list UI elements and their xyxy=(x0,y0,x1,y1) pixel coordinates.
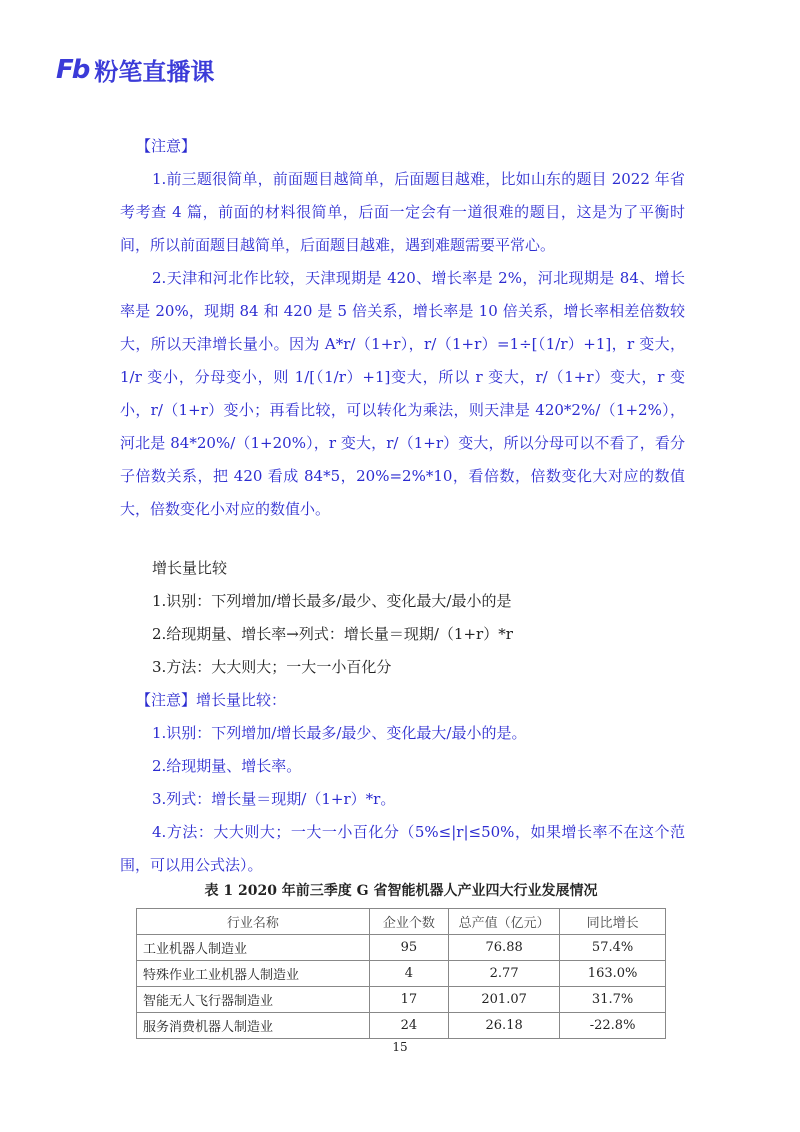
section-item-3: 3.方法：大大则大；一大一小百化分 xyxy=(152,658,392,676)
cell-count: 17 xyxy=(369,987,448,1013)
notice2-item-1: 1.识别：下列增加/增长最多/最少、变化最大/最小的是。 xyxy=(152,724,527,742)
header-count: 企业个数 xyxy=(369,909,448,935)
data-table-section xyxy=(136,880,666,1039)
notice-paragraph-2: 2.天津和河北作比较，天津现期是 420、增长率是 2%，河北现期是 84、增长率是 20%，现期 84 和 420 是 5 倍关系，增长率是 10 倍关系，增长率相差倍数较大，所以天津增长量小。因为 A*r/（1+r），r/（1+r）=1÷[（1/r）+1]，r 变大，1/r 变小，分母变小，则 1/[（1/r）+1]变大，所以 r 变大，r/（1+r）变大，r 变小，r/（1+r）变小；再看比较，可以转化为乘法，则天津是 420*2%/（1+2%），河北是 84*20%/（1+20%），r 变大，r/（1+r）变大，所以分母可以不看了，看分子倍数关系，把 420 看成 84*5，20%=2%*10，看倍数，倍数变化大对应的数值大，倍数变化小对应的数值小。 xyxy=(120,269,685,518)
cell-industry: 智能无人飞行器制造业 xyxy=(137,987,370,1013)
notice2-item-3: 3.列式：增长量＝现期/（1+r）*r。 xyxy=(152,790,396,808)
notice2-item-4: 4.方法：大大则大；一大一小百化分（5%≤|r|≤50%，如果增长率不在这个范围，可以用公式法）。 xyxy=(120,823,685,874)
cell-industry: 特殊作业工业机器人制造业 xyxy=(137,961,370,987)
logo-mark: Fb xyxy=(56,54,89,85)
cell-count: 24 xyxy=(369,1013,448,1039)
notice-title: 【注意】 xyxy=(136,137,197,155)
header-growth: 同比增长 xyxy=(560,909,666,935)
cell-industry: 工业机器人制造业 xyxy=(137,935,370,961)
cell-count: 4 xyxy=(369,961,448,987)
table-row xyxy=(137,987,666,1013)
logo-text: 粉笔直播课 xyxy=(94,58,215,86)
header-industry: 行业名称 xyxy=(137,909,370,935)
cell-output: 76.88 xyxy=(449,935,560,961)
table-title: 表 1 2020 年前三季度 G 省智能机器人产业四大行业发展情况 xyxy=(204,883,598,899)
cell-growth: -22.8% xyxy=(560,1013,666,1039)
page-number: 15 xyxy=(392,1040,408,1054)
table-row xyxy=(137,1013,666,1039)
cell-industry: 服务消费机器人制造业 xyxy=(137,1013,370,1039)
notice-paragraph-1: 1.前三题很简单，前面题目越简单，后面题目越难，比如山东的题目 2022 年省考考查 4 篇，前面的材料很简单，后面一定会有一道很难的题目，这是为了平衡时间，所以前面题目越简单，后面题目越难，遇到难题需要平常心。 xyxy=(120,170,685,254)
cell-output: 26.18 xyxy=(449,1013,560,1039)
cell-growth: 31.7% xyxy=(560,987,666,1013)
section-item-1: 1.识别：下列增加/增长最多/最少、变化最大/最小的是 xyxy=(152,592,512,610)
notice2-item-2: 2.给现期量、增长率。 xyxy=(152,757,302,775)
cell-growth: 163.0% xyxy=(560,961,666,987)
cell-output: 2.77 xyxy=(449,961,560,987)
document-body xyxy=(120,130,685,882)
cell-output: 201.07 xyxy=(449,987,560,1013)
brand-logo xyxy=(56,52,214,87)
header-output: 总产值（亿元） xyxy=(449,909,560,935)
industry-table xyxy=(136,908,666,1039)
table-row xyxy=(137,935,666,961)
table-header-row xyxy=(137,909,666,935)
section-title: 增长量比较 xyxy=(152,559,228,577)
cell-count: 95 xyxy=(369,935,448,961)
cell-growth: 57.4% xyxy=(560,935,666,961)
notice2-title: 【注意】增长量比较： xyxy=(136,691,287,709)
section-item-2: 2.给现期量、增长率→列式：增长量＝现期/（1+r）*r xyxy=(152,625,513,643)
table-row xyxy=(137,961,666,987)
